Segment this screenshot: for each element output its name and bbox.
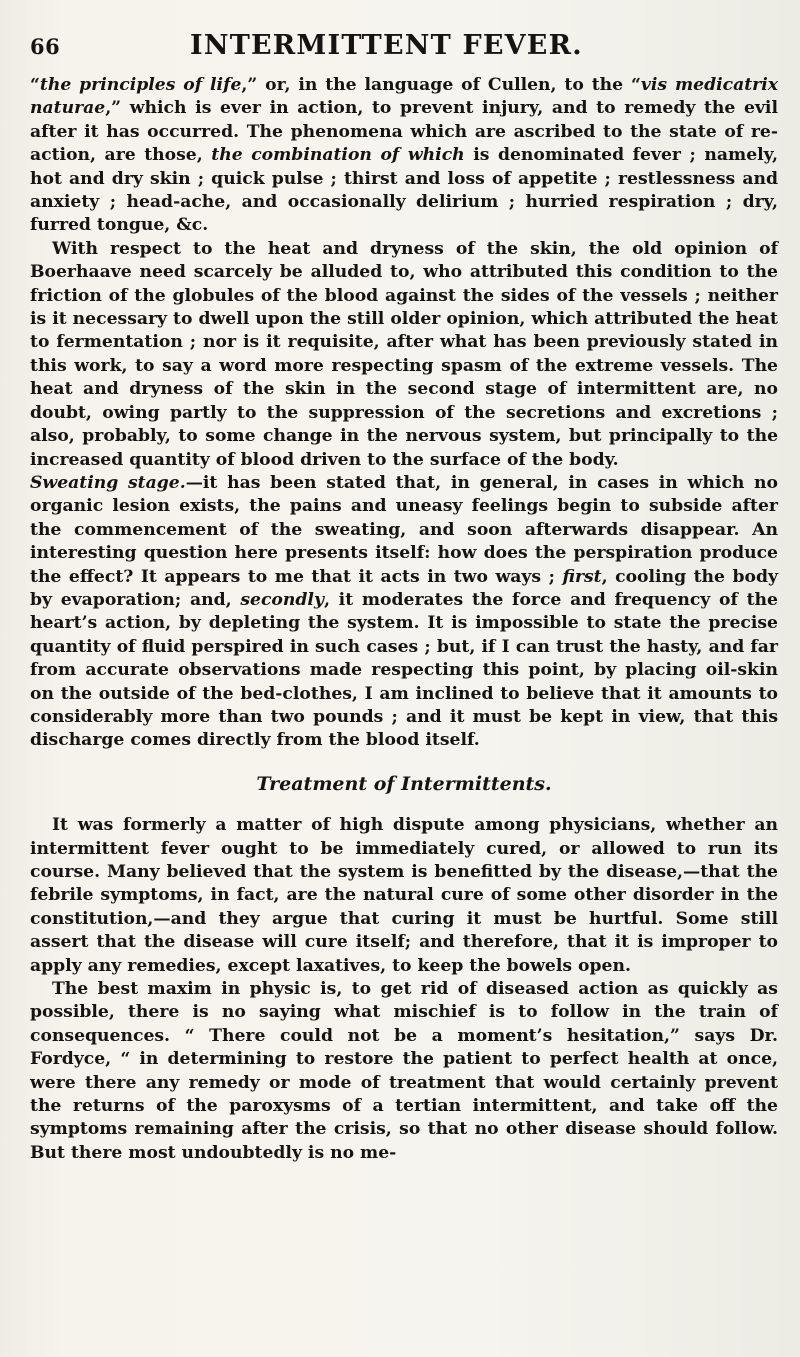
text-run: ,” which is ever in action, to prevent injury, and to remedy the evil after it has occurred. The phenomena which are ascribed to the state of re-action, are those, (30, 98, 778, 166)
paragraph-p5 (30, 978, 778, 1165)
italic-text: secondly (240, 589, 324, 610)
italic-text: Sweating stage. (30, 472, 186, 493)
text-run: is denominated fever ; namely, hot and dry skin ; quick pulse ; thirst and loss of appetite ; restlessness and anxiety ; head-ache, and occasionally delirium ; hurried respiration ; dry, furred tongue, &c. (30, 145, 778, 236)
text-run: The best maxim in physic is, to get rid of diseased action as quickly as possible, there is no saying what mischief is to follow in the train of consequences. “ There could not be a moment’s hesitation,” says Dr. Fordyce, “ in determining to restore the patient to perfect health at once, were there any remedy or mode of treatment that would certainly prevent the returns of the paroxysms of a tertian intermittent, and take off the symptoms remaining after the crisis, so that no other disease should follow. But there most undoubtedly is no me- (30, 979, 778, 1163)
italic-text: the combination of which (211, 145, 465, 166)
text-run: With respect to the heat and dryness of the skin, the old opinion of Boerhaave need scarcely be alluded to, who attributed this condition to the friction of the globules of the blood against the sides of the vessels ; neither is it necessary to dwell upon the still older opinion, which attributed the heat to fermentation ; nor is it requisite, after what has been previously stated in this work, to say a word more respecting spasm of the extreme vessels. The heat and dryness of the skin in the second stage of intermittent are, no doubt, owing partly to the suppression of the secretions and excretions ; also, probably, to some change in the nervous system, but principally to the increased quantity of blood driven to the surface of the body. (30, 238, 778, 470)
paragraph-p4 (30, 814, 778, 978)
body-text (30, 74, 778, 1165)
text-run: It was formerly a matter of high dispute among physicians, whether an intermittent fever ought to be immediately cured, or allowed to run its course. Many believed that the system is benefitted by the disease,—that the febrile symptoms, in fact, are the natural cure of some other disorder in the constitution,—and they argue that curing it must be hurtful. Some still assert that the disease will cure itself; and therefore, that it is improper to apply any remedies, except laxatives, to keep the bowels open. (30, 815, 778, 976)
paragraphs-after-section (30, 814, 778, 1165)
text-run: ,” or, in the language of Cullen, to the “ (241, 75, 641, 95)
italic-text: first (562, 566, 602, 587)
text-run: —it has been stated that, in general, in cases in which no organic lesion exists, the pains and uneasy feelings begin to subside after the commencement of the sweating, and soon afterwards disappear. An interesting question here presents itself: how does the perspiration produce the effect? It appears to me that it acts in two ways ; (30, 472, 779, 587)
text-run: “ (30, 75, 40, 95)
text-run: , cooling the body by evaporation; and, (30, 566, 778, 610)
page-header (30, 30, 778, 72)
paragraph-p2 (30, 238, 778, 472)
paragraphs-before-section (30, 74, 778, 753)
page-number: 66 (30, 34, 61, 59)
text-run: , it moderates the force and frequency of the heart’s action, by depleting the system. It is impossible to state the precise quantity of fluid perspired in such cases ; but, if I can trust the hasty, and far from accurate observations made respecting this point, by placing oil-skin on the outside of the bed-clothes, I am inclined to believe that it amounts to considerably more than two pounds ; and it must be kept in view, that this discharge comes directly from the blood itself. (30, 589, 778, 751)
paragraph-p1 (30, 74, 778, 238)
paragraph-p3 (30, 472, 778, 753)
italic-text: vis medicatrix naturae (30, 75, 778, 119)
running-head: INTERMITTENT FEVER. (190, 30, 583, 61)
section-title: Treatment of Intermittents. (256, 772, 552, 795)
italic-text: the principles of life (39, 75, 242, 95)
